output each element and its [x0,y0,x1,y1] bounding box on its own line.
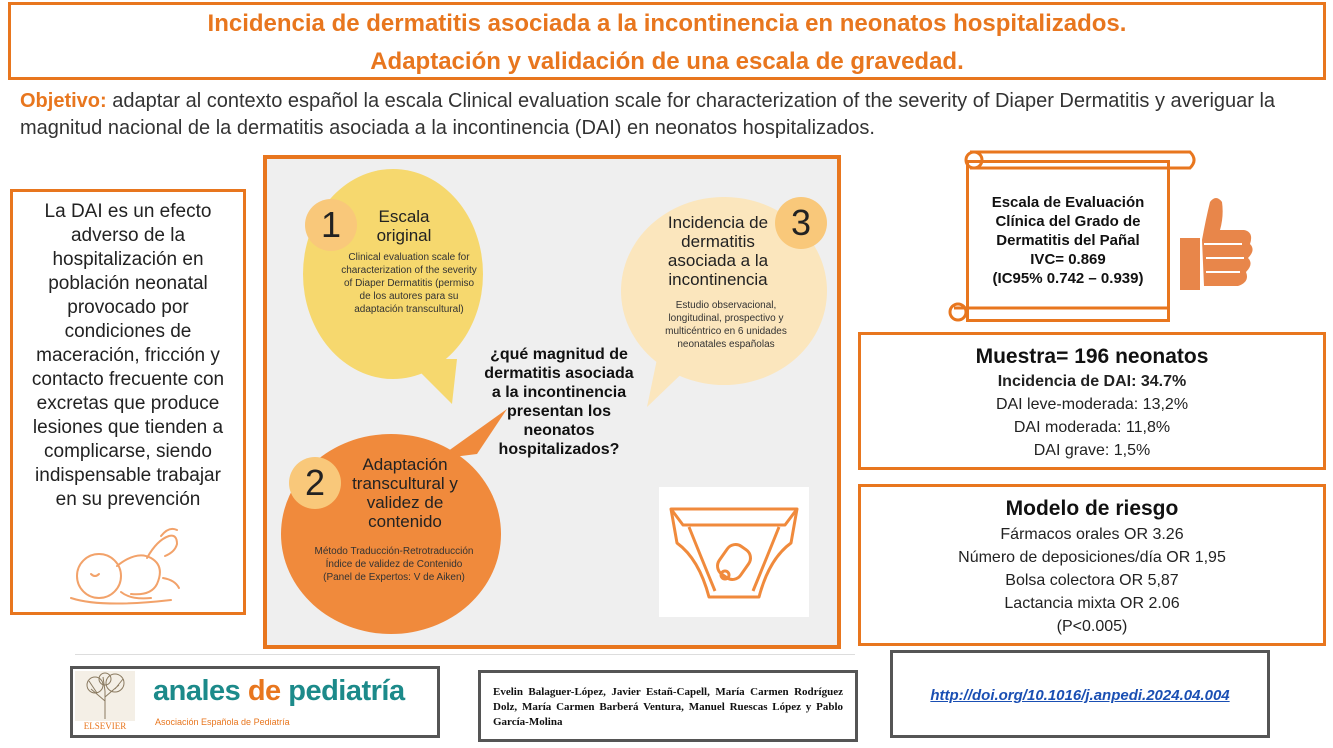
title-line-2: Adaptación y validación de una escala de gravedad. [370,48,964,75]
risk-item: Lactancia mixta OR 2.06 [1004,595,1180,612]
authors-box [478,670,858,742]
authors-text: Evelin Balaguer-López, Javier Estañ-Capell, María Carmen Rodríguez Dolz, María Carmen Barberá Ventura, Manuel Ruescas López y Pablo García-Molina [493,686,843,728]
step-1-number: 1 [305,199,357,251]
step-2-number: 2 [289,457,341,509]
journal-name-part-2: de [247,675,281,707]
scale-box [966,160,1170,322]
thumbs-up-icon [1176,194,1256,298]
risk-heading: Modelo de riesgo [1005,497,1179,520]
step-2-title: Adaptación transcultural y validez de contenido [352,455,458,531]
process-panel [263,155,841,649]
scale-ivc: IVC= 0.869 [1030,251,1106,268]
scale-line-2: Clínica del Grado de [995,213,1141,230]
intro-box [10,189,246,615]
journal-name-part-3: pediatría [280,675,405,707]
publisher-name: ELSEVIER [83,721,127,731]
journal-society: Asociación Española de Pediatría [155,717,290,727]
step-1-title: Escala original [376,207,432,245]
sample-incidence: Incidencia de DAI: 34.7% [997,373,1187,390]
sample-box [858,332,1326,470]
step-3-detail: Estudio observacional, longitudinal, prospectivo y multicéntrico en 6 unidades neonatales españolas [665,300,787,350]
doi-link[interactable]: http://doi.org/10.1016/j.anpedi.2024.04.004 [930,687,1230,704]
objective [20,88,1325,142]
scale-line-1: Escala de Evaluación [991,194,1145,211]
scale-ci: (IC95% 0.742 – 0.939) [992,270,1144,287]
journal-name [153,675,405,708]
doi-box [890,650,1270,738]
journal-name-part-1: anales [153,675,248,707]
bubble-1-tail [397,359,457,409]
risk-item: Fármacos orales OR 3.26 [1000,526,1184,543]
title-line-1: Incidencia de dermatitis asociada a la incontinencia en neonatos hospitalizados. [207,10,1127,37]
sample-heading: Muestra= 196 neonatos [975,345,1209,368]
diaper-card [659,487,809,617]
sample-item: DAI leve-moderada: 13,2% [995,396,1189,413]
step-1-detail: Clinical evaluation scale for characterization of the severity of Diaper Dermatitis (permiso de los autores para su adaptación transcultural) [341,252,477,315]
title-box [8,2,1326,80]
bubble-3-tail [647,359,697,409]
objective-label: Objetivo: [20,90,107,112]
risk-model-box [858,484,1326,646]
step-2-detail: Método Traducción-Retrotraducción Índice de validez de Contenido (Panel de Expertos: V de Aiken) [314,546,474,583]
risk-p-value: (P<0.005) [1056,618,1128,635]
intro-text: La DAI es un efecto adverso de la hospitalización en población neonatal provocado por condiciones de maceración, fricción y contacto frecuente con excretas que produce lesiones que tienden a complicarse, siendo indispensable trabajar en su prevención [31,201,225,510]
central-question: ¿qué magnitud de dermatitis asociada a la incontinencia presentan los neonatos hospitalizados? [484,346,634,458]
sample-item: DAI grave: 1,5% [1033,442,1151,459]
scale-line-3: Dermatitis del Pañal [996,232,1140,249]
risk-item: Número de deposiciones/día OR 1,95 [958,549,1226,566]
objective-text: adaptar al contexto español la escala Clinical evaluation scale for characterization of the severity of Diaper Dermatitis y averiguar la magnitud nacional de la dermatitis asociada a la incontinencia (DAI) en neonatos hospitalizados. [20,90,1276,139]
diaper-icon [659,487,809,617]
baby-illustration-icon [51,518,201,608]
risk-item: Bolsa colectora OR 5,87 [1005,572,1179,589]
sample-item: DAI moderada: 11,8% [1013,419,1171,436]
journal-logo[interactable] [70,666,440,738]
elsevier-tree-icon [75,671,135,721]
footer-divider [75,654,855,655]
step-3-title: Incidencia de dermatitis asociada a la incontinencia [667,213,769,289]
step-3-number: 3 [775,197,827,249]
